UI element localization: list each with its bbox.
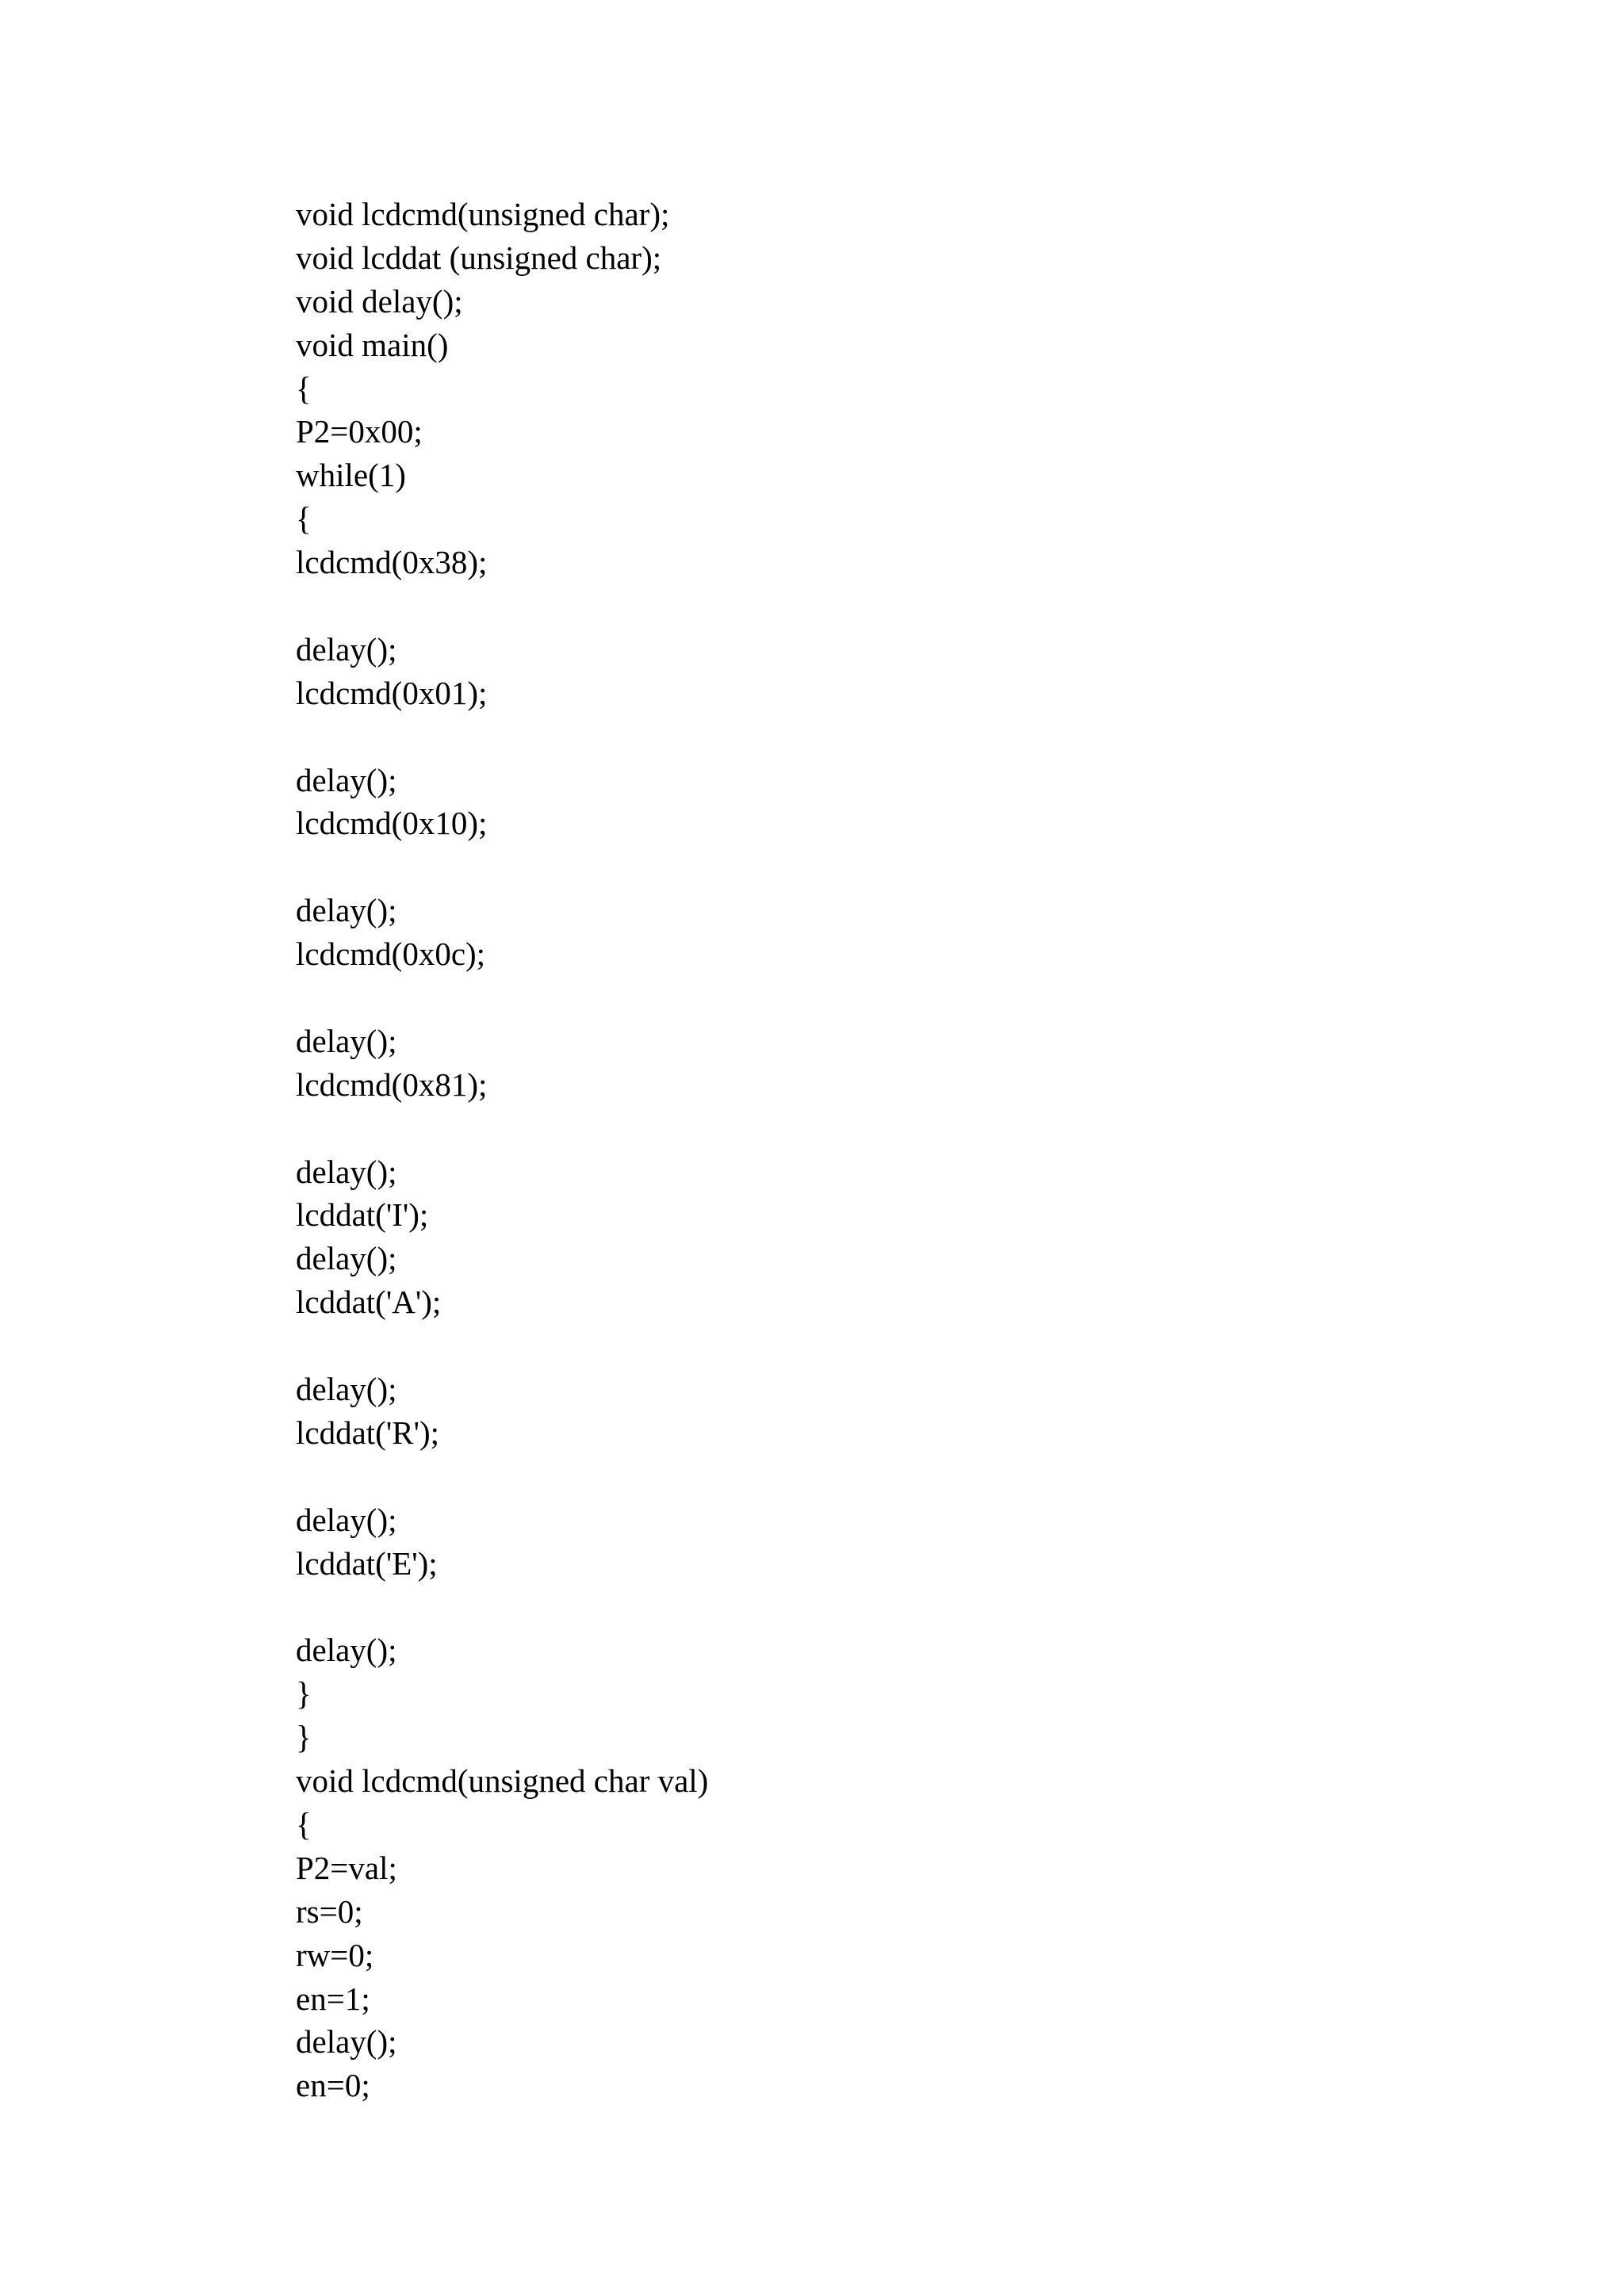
code-line: lcdcmd(0x81); (296, 1066, 488, 1103)
blank-line (296, 1586, 1485, 1629)
code-line: { (296, 369, 312, 407)
code-line: delay(); (296, 761, 397, 798)
code-line: lcdcmd(0x0c); (296, 936, 486, 973)
blank-line (296, 976, 1485, 1020)
code-line: lcddat('E'); (296, 1544, 438, 1582)
code-line: } (296, 1719, 312, 1756)
blank-line (296, 1324, 1485, 1368)
code-line: en=1; (296, 1980, 370, 2017)
code-line: delay(); (296, 1371, 397, 1408)
code-listing (296, 193, 1485, 2107)
blank-line (296, 845, 1485, 889)
code-line: lcdcmd(0x10); (296, 805, 488, 842)
code-line: delay(); (296, 892, 397, 929)
blank-line (296, 584, 1485, 628)
blank-line (296, 1455, 1485, 1498)
code-line: } (296, 1675, 312, 1712)
code-line: delay(); (296, 1501, 397, 1538)
code-line: lcdcmd(0x38); (296, 544, 488, 581)
blank-line (296, 1107, 1485, 1150)
code-line: delay(); (296, 1153, 397, 1190)
code-line: delay(); (296, 1632, 397, 1669)
code-line: delay(); (296, 2023, 397, 2061)
code-line: lcddat('I'); (296, 1196, 429, 1234)
code-line: { (296, 1805, 312, 1843)
code-line: P2=0x00; (296, 413, 423, 450)
code-line: delay(); (296, 1240, 397, 1277)
code-line: en=0; (296, 2067, 370, 2104)
code-line: lcdcmd(0x01); (296, 674, 488, 711)
code-line: rw=0; (296, 1936, 374, 1973)
blank-line (296, 715, 1485, 759)
code-line: { (296, 500, 312, 538)
code-line: void lcdcmd(unsigned char val) (296, 1762, 709, 1800)
code-line: void delay(); (296, 282, 463, 320)
code-line: rs=0; (296, 1892, 363, 1930)
code-line: void lcddat (unsigned char); (296, 239, 662, 276)
code-line: delay(); (296, 630, 397, 668)
code-line: lcddat('A'); (296, 1284, 442, 1321)
code-line: P2=val; (296, 1849, 397, 1886)
code-line: void lcdcmd(unsigned char); (296, 196, 670, 232)
code-line: delay(); (296, 1022, 397, 1059)
code-line: void main() (296, 326, 449, 363)
code-line: lcddat('R'); (296, 1414, 439, 1451)
code-line: while(1) (296, 457, 406, 494)
